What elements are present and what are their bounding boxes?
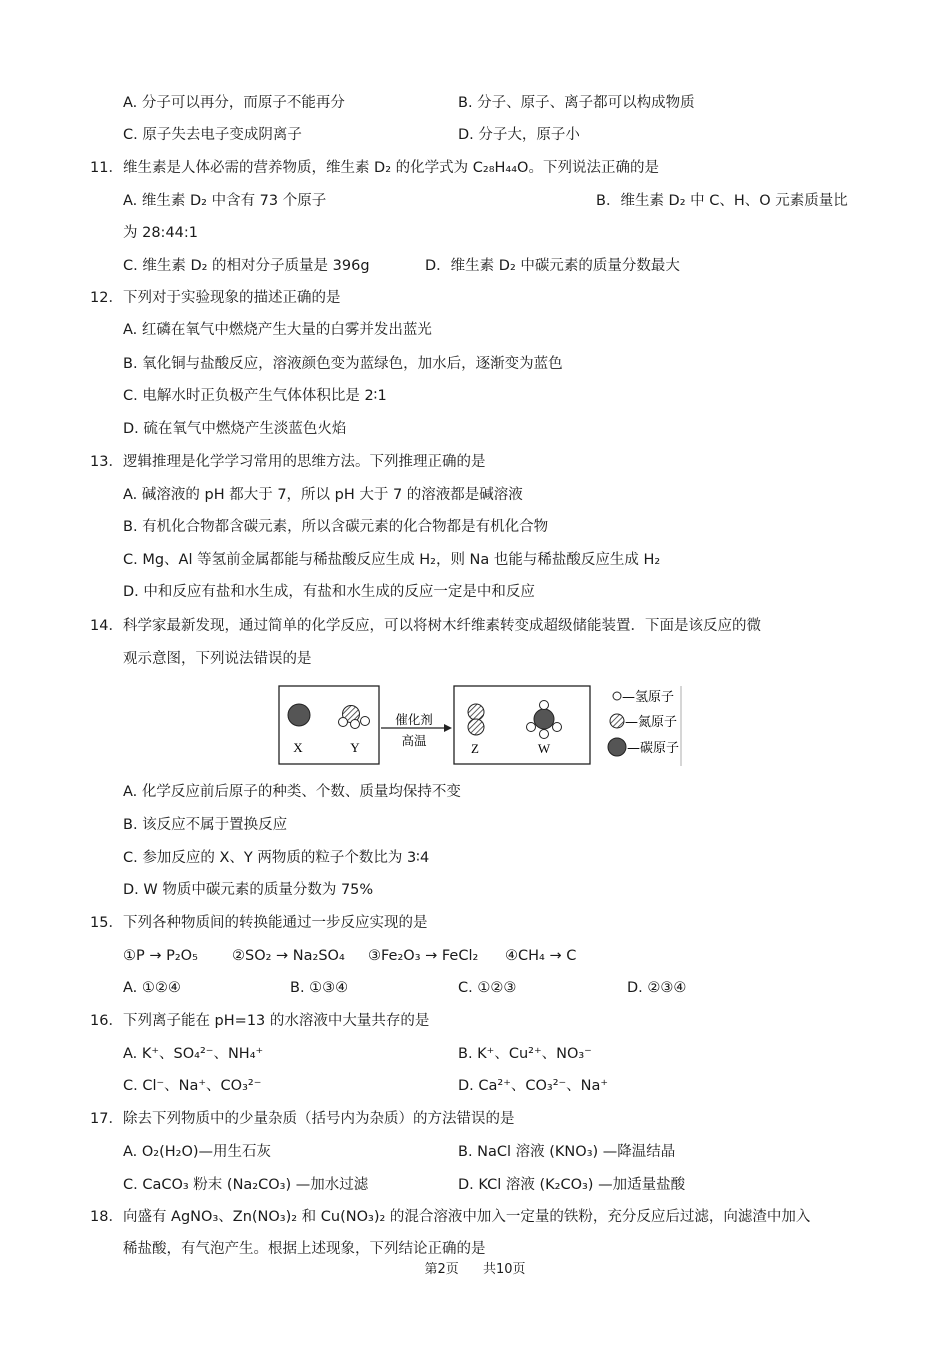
q12-option-b: B. 氧化铜与盐酸反应，溶液颜色变为蓝绿色，加水后，逐渐变为蓝色 [123, 356, 563, 372]
q16-option-b: B. K⁺、Cu²⁺、NO₃⁻ [458, 1046, 592, 1062]
q15-item-4: ④CH₄ → C [505, 948, 577, 964]
molecule-y [339, 706, 370, 729]
q17-option-d: D. KCl 溶液 (K₂CO₃) —加适量盐酸 [458, 1177, 686, 1193]
legend-hydrogen-symbol [613, 692, 621, 700]
q17-stem: 17．除去下列物质中的少量杂质（括号内为杂质）的方法错误的是 [90, 1111, 515, 1127]
legend [608, 686, 681, 766]
q13-option-d: D. 中和反应有盐和水生成，有盐和水生成的反应一定是中和反应 [123, 584, 535, 600]
q11-option-b-continued: 为 28:44:1 [123, 225, 199, 241]
page-footer [0, 1261, 950, 1279]
q16-option-c: C. Cl⁻、Na⁺、CO₃²⁻ [123, 1078, 262, 1094]
condition-catalyst: 催化剂 [395, 712, 433, 727]
q12-option-a: A. 红磷在氧气中燃烧产生大量的白雾并发出蓝光 [123, 322, 432, 338]
q14-option-b: B. 该反应不属于置换反应 [123, 817, 288, 833]
q10-option-b: B. 分子、原子、离子都可以构成物质 [458, 95, 695, 111]
q13-stem: 13．逻辑推理是化学学习常用的思维方法。下列推理正确的是 [90, 454, 486, 470]
page-number: 第2页 [424, 1262, 459, 1277]
q18-stem-line2: 稀盐酸，有气泡产生。根据上述现象，下列结论正确的是 [123, 1241, 486, 1257]
q17-option-b: B. NaCl 溶液 (KNO₃) —降温结晶 [458, 1144, 676, 1160]
label-x: X [293, 740, 303, 755]
q13-option-a: A. 碱溶液的 pH 都大于 7，所以 pH 大于 7 的溶液都是碱溶液 [123, 487, 523, 503]
q17-option-a: A. O₂(H₂O)—用生石灰 [123, 1144, 272, 1160]
reaction-micro-diagram [276, 684, 684, 768]
q12-stem: 12．下列对于实验现象的描述正确的是 [90, 290, 341, 306]
q15-item-1: ①P → P₂O₅ [123, 948, 198, 964]
q14-option-a: A. 化学反应前后原子的种类、个数、质量均保持不变 [123, 784, 461, 800]
legend-hydrogen: —氢原子 [622, 690, 675, 705]
q13-option-b: B. 有机化合物都含碳元素，所以含碳元素的化合物都是有机化合物 [123, 519, 549, 535]
q15-option-c: C. ①②③ [458, 980, 517, 996]
q15-item-3: ③Fe₂O₃ → FeCl₂ [368, 948, 479, 964]
q15-option-d: D. ②③④ [627, 980, 687, 996]
q10-option-a: A. 分子可以再分，而原子不能再分 [123, 95, 345, 111]
q17-option-c: C. CaCO₃ 粉末 (Na₂CO₃) —加水过滤 [123, 1177, 369, 1193]
q11-option-b: B．维生素 D₂ 中 C、H、O 元素质量比 [596, 193, 848, 209]
legend-carbon: —碳原子 [627, 741, 680, 756]
q18-stem-line1: 18．向盛有 AgNO₃、Zn(NO₃)₂ 和 Cu(NO₃)₂ 的混合溶液中加入一定量的铁粉，充分反应后过滤，向滤渣中加入 [90, 1209, 811, 1225]
q14-stem-line2: 观示意图，下列说法错误的是 [123, 651, 312, 667]
q16-option-a: A. K⁺、SO₄²⁻、NH₄⁺ [123, 1046, 264, 1062]
q14-option-c: C. 参加反应的 X、Y 两物质的粒子个数比为 3∶4 [123, 850, 430, 866]
q14-option-d: D. W 物质中碳元素的质量分数为 75% [123, 882, 374, 898]
q11-option-d: D．维生素 D₂ 中碳元素的质量分数最大 [425, 258, 680, 274]
condition-high-temp: 高温 [401, 733, 427, 748]
q11-stem: 11．维生素是人体必需的营养物质，维生素 D₂ 的化学式为 C₂₈H₄₄O。下列说法正确的是 [90, 160, 659, 176]
q10-option-d: D. 分子大，原子小 [458, 127, 580, 143]
arrow-head [444, 724, 452, 732]
molecule-z [468, 704, 484, 735]
label-w: W [537, 741, 551, 756]
page-total: 共10页 [482, 1262, 526, 1277]
q13-option-c: C. Mg、Al 等氢前金属都能与稀盐酸反应生成 H₂，则 Na 也能与稀盐酸反应生成 H₂ [123, 552, 661, 568]
q10-option-c: C. 原子失去电子变成阴离子 [123, 127, 302, 143]
q15-option-a: A. ①②④ [123, 980, 181, 996]
molecule-w [527, 701, 562, 739]
q12-option-d: D. 硫在氧气中燃烧产生淡蓝色火焰 [123, 421, 347, 437]
label-z: Z [471, 741, 479, 756]
q15-item-2: ②SO₂ → Na₂SO₄ [232, 948, 345, 964]
legend-carbon-symbol [608, 738, 626, 756]
q16-option-d: D. Ca²⁺、CO₃²⁻、Na⁺ [458, 1078, 609, 1094]
q12-option-c: C. 电解水时正负极产生气体体积比是 2∶1 [123, 388, 387, 404]
q11-option-a: A. 维生素 D₂ 中含有 73 个原子 [123, 193, 327, 209]
legend-nitrogen: —氮原子 [625, 715, 678, 730]
q16-stem: 16．下列离子能在 pH=13 的水溶液中大量共存的是 [90, 1013, 430, 1029]
carbon-atom-x [288, 704, 310, 726]
q15-option-b: B. ①③④ [290, 980, 349, 996]
legend-nitrogen-symbol [610, 714, 624, 728]
q11-option-c: C. 维生素 D₂ 的相对分子质量是 396g [123, 258, 370, 274]
q15-stem: 15．下列各种物质间的转换能通过一步反应实现的是 [90, 915, 428, 931]
label-y: Y [350, 740, 360, 755]
q14-stem-line1: 14．科学家最新发现，通过简单的化学反应，可以将树木纤维素转变成超级储能装置．下面是该反应的微 [90, 618, 761, 634]
